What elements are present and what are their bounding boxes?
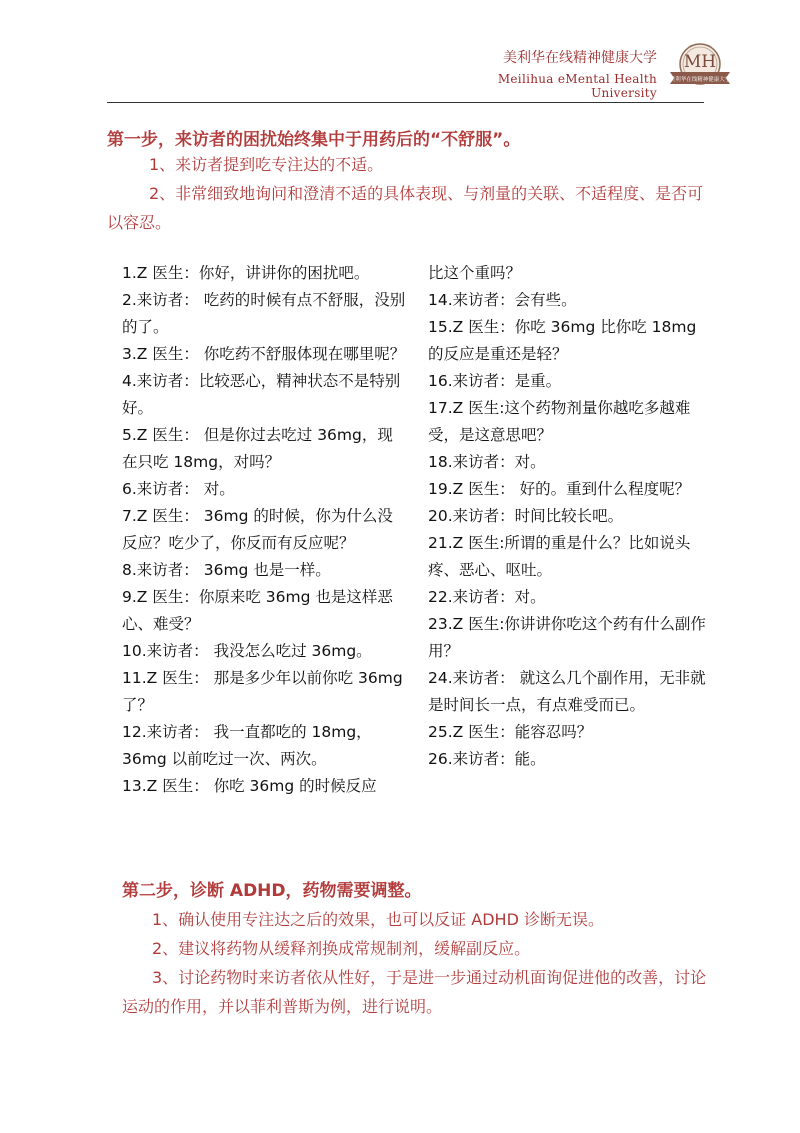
dialogue-line: 17.Z 医生:这个药物剂量你越吃多越难受，是这意思吧？ bbox=[428, 399, 691, 444]
dialogue-line: 12.来访者： 我一直都吃的 18mg，36mg 以前吃过一次、两次。 bbox=[122, 723, 372, 768]
dialogue-line: 6.来访者： 对。 bbox=[122, 480, 235, 498]
dialogue-line: 10.来访者： 我没怎么吃过 36mg。 bbox=[122, 642, 372, 660]
university-logo bbox=[668, 42, 732, 92]
section1-point-2: 2、非常细致地询问和澄清不适的具体表现、与剂量的关联、不适程度、是否可以容忍。 bbox=[107, 184, 704, 232]
dialogue-line: 比这个重吗？ bbox=[428, 264, 522, 282]
dialogue-line: 24.来访者： 就这么几个副作用，无非就是时间长一点，有点难受而已。 bbox=[428, 669, 706, 714]
org-name-cn: 美利华在线精神健康大学 bbox=[503, 50, 657, 66]
dialogue-left-column bbox=[122, 260, 407, 800]
dialogue-line: 21.Z 医生:所谓的重是什么？比如说头疼、恶心、呕吐。 bbox=[428, 534, 691, 579]
dialogue-line: 20.来访者：时间比较长吧。 bbox=[428, 507, 624, 525]
dialogue-line: 9.Z 医生：你原来吃 36mg 也是这样恶心、难受？ bbox=[122, 588, 393, 633]
dialogue-line: 15.Z 医生：你吃 36mg 比你吃 18mg 的反应是重还是轻？ bbox=[428, 318, 697, 363]
dialogue-line: 4.来访者：比较恶心，精神状态不是特别好。 bbox=[122, 372, 401, 417]
dialogue-line: 8.来访者： 36mg 也是一样。 bbox=[122, 561, 331, 579]
dialogue-line: 25.Z 医生：能容忍吗？ bbox=[428, 723, 593, 741]
dialogue-right-column bbox=[428, 260, 713, 773]
section1-point-1: 1、来访者提到吃专注达的不适。 bbox=[149, 155, 384, 174]
section2-point-1: 1、确认使用专注达之后的效果，也可以反证 ADHD 诊断无误。 bbox=[152, 910, 604, 929]
logo-banner-text: 美利华在线精神健康大学 bbox=[669, 77, 731, 83]
header-rule bbox=[107, 102, 704, 103]
dialogue-line: 1.Z 医生：你好，讲讲你的困扰吧。 bbox=[122, 264, 370, 282]
dialogue-line: 3.Z 医生： 你吃药不舒服体现在哪里呢？ bbox=[122, 345, 406, 363]
dialogue-line: 22.来访者：对。 bbox=[428, 588, 546, 606]
dialogue-line: 23.Z 医生:你讲讲你吃这个药有什么副作用？ bbox=[428, 615, 706, 660]
section1-title: 第一步，来访者的困扰始终集中于用药后的“不舒服”。 bbox=[107, 130, 521, 150]
section2-point-2: 2、建议将药物从缓释剂换成常规制剂，缓解副反应。 bbox=[152, 939, 531, 958]
dialogue-line: 13.Z 医生： 你吃 36mg 的时候反应 bbox=[122, 777, 377, 795]
section2-point-3: 3、讨论药物时来访者依从性好，于是进一步通过动机面询促进他的改善，讨论运动的作用，并以菲利普斯为例，进行说明。 bbox=[122, 968, 707, 1016]
org-name-en: Meilihua eMental Health University bbox=[497, 72, 657, 100]
dialogue-line: 14.来访者：会有些。 bbox=[428, 291, 577, 309]
dialogue-line: 5.Z 医生： 但是你过去吃过 36mg，现在只吃 18mg，对吗？ bbox=[122, 426, 393, 471]
dialogue-line: 7.Z 医生： 36mg 的时候，你为什么没反应？吃少了，你反而有反应呢？ bbox=[122, 507, 393, 552]
dialogue-line: 16.来访者：是重。 bbox=[428, 372, 562, 390]
logo-monogram: MH bbox=[683, 52, 717, 72]
dialogue-line: 19.Z 医生： 好的。重到什么程度呢？ bbox=[428, 480, 691, 498]
dialogue-line: 11.Z 医生： 那是多少年以前你吃 36mg 了？ bbox=[122, 669, 403, 714]
dialogue-line: 2.来访者： 吃药的时候有点不舒服，没别的了。 bbox=[122, 291, 406, 336]
dialogue-line: 18.来访者：对。 bbox=[428, 453, 546, 471]
section2-title: 第二步，诊断 ADHD，药物需要调整。 bbox=[122, 881, 422, 901]
dialogue-line: 26.来访者：能。 bbox=[428, 750, 546, 768]
